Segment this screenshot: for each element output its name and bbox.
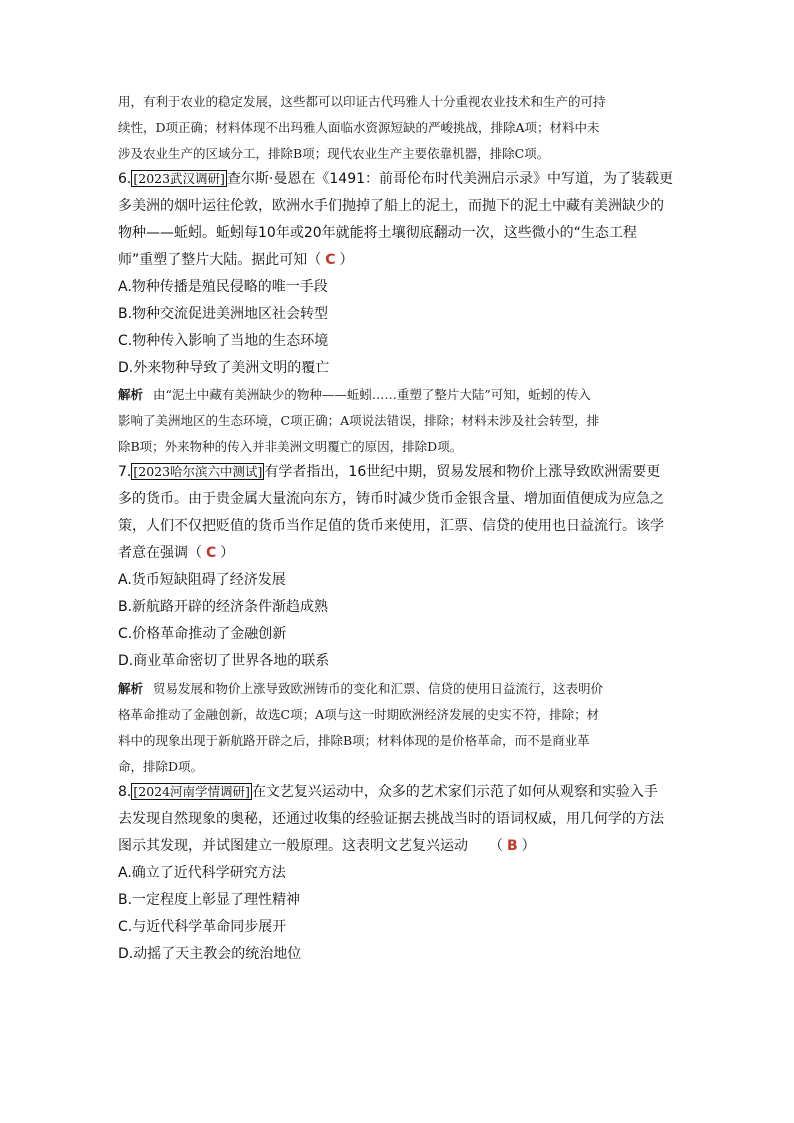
q8-stem-text: 在文艺复兴运动中，众多的艺术家们示范了如何从观察和实验入手 — [251, 784, 658, 800]
q7-option-b: B.新航路开辟的经济条件渐趋成熟 — [118, 599, 329, 615]
q6-explanation-line-1 — [118, 385, 591, 405]
q7-explanation-line: 格革命推动了金融创新，故选C项；A项与这一时期欧洲经济发展的史实不符，排除；材 — [118, 707, 600, 722]
q7-explanation-label: 解析 — [118, 681, 144, 696]
q8-answer: B — [507, 838, 518, 854]
q7-explanation-line-1 — [118, 679, 603, 699]
q6-explanation-text: 由“泥土中藏有美洲缺少的物种——蚯蚓……重塑了整片大陆”可知，蚯蚓的传入 — [153, 387, 591, 402]
q6-option-c: C.物种传入影响了当地的生态环境 — [118, 333, 329, 349]
q6-option-b: B.物种交流促进美洲地区社会转型 — [118, 306, 329, 322]
prev-explanation-line: 续性，D项正确；材料体现不出玛雅人面临水资源短缺的严峻挑战，排除A项；材料中未 — [118, 120, 600, 135]
q6-stem-text: 师”重塑了整片大陆。据此可知（ — [118, 252, 322, 268]
q6-option-a: A.物种传播是殖民侵略的唯一手段 — [118, 279, 328, 295]
q8-source: [2024河南学情调研] — [133, 784, 250, 799]
q8-option-c: C.与近代科学革命同步展开 — [118, 919, 287, 935]
q6-answer: C — [325, 252, 336, 268]
q8-stem-line: 去发现自然现象的奥秘，还通过收集的经验证据去挑战当时的语词权威，用几何学的方法 — [118, 811, 664, 827]
q7-explanation-line: 料中的现象出现于新航路开辟之后，排除B项；材料体现的是价格革命，而不是商业革 — [118, 733, 590, 748]
q7-stem-line-4 — [118, 543, 234, 563]
q6-explanation-label: 解析 — [118, 387, 144, 402]
q7-close-paren: ） — [220, 545, 235, 561]
q7-source: [2023哈尔滨六中测试] — [133, 464, 263, 479]
q8-stem-text: 图示其发现，并试图建立一般原理。这表明文艺复兴运动 （ — [118, 838, 503, 854]
q8-option-d: D.动摇了天主教会的统治地位 — [118, 946, 302, 962]
q7-explanation-line: 命，排除D项。 — [118, 759, 204, 774]
q7-stem-line: 多的货币。由于贵金属大量流向东方，铸币时减少货币金银含量、增加面值便成为应急之 — [118, 491, 664, 507]
prev-explanation-line: 用，有利于农业的稳定发展，这些都可以印证古代玛雅人十分重视农业技术和生产的可持 — [118, 94, 606, 109]
q6-explanation-line: 影响了美洲地区的生态环境，C项正确；A项说法错误，排除；材料未涉及社会转型，排 — [118, 413, 600, 428]
q6-explanation-line: 除B项；外来物种的传入并非美洲文明覆亡的原因，排除D项。 — [118, 439, 463, 454]
q8-close-paren: ） — [521, 838, 536, 854]
q6-number: 6. — [118, 171, 132, 187]
q6-stem-text: 查尔斯·曼恩在《1491：前哥伦布时代美洲启示录》中写道，为了装载更 — [226, 171, 674, 187]
q6-option-d: D.外来物种导致了美洲文明的覆亡 — [118, 360, 330, 376]
q6-close-paren: ） — [339, 252, 354, 268]
q7-stem-line: 策，人们不仅把贬值的货币当作足值的货币来使用，汇票、信贷的使用也日益流行。该学 — [118, 518, 664, 534]
q8-number: 8. — [118, 784, 132, 800]
q7-option-c: C.价格革命推动了金融创新 — [118, 626, 287, 642]
q8-option-b: B.一定程度上彰显了理性精神 — [118, 892, 301, 908]
q7-option-d: D.商业革命密切了世界各地的联系 — [118, 653, 330, 669]
q6-stem-line-4 — [118, 250, 354, 270]
q7-number: 7. — [118, 464, 132, 480]
q6-stem-line: 多美洲的烟叶运往伦敦，欧洲水手们抛掉了船上的泥土，而抛下的泥土中藏有美洲缺少的 — [118, 198, 664, 214]
q7-option-a: A.货币短缺阻碍了经济发展 — [118, 572, 286, 588]
q8-stem-line-1 — [118, 782, 658, 802]
q6-source: [2023武汉调研] — [133, 171, 225, 186]
q8-stem-line-3 — [118, 836, 536, 856]
q6-stem-line-1 — [118, 169, 673, 189]
prev-explanation-line: 涉及农业生产的区域分工，排除B项；现代农业生产主要依靠机器，排除C项。 — [118, 146, 550, 161]
q7-stem-line-1 — [118, 462, 660, 482]
q8-option-a: A.确立了近代科学研究方法 — [118, 865, 286, 881]
q6-stem-line: 物种——蚯蚓。蚯蚓每10年或20年就能将土壤彻底翻动一次，这些微小的“生态工程 — [118, 225, 637, 241]
q7-stem-text: 有学者指出，16世纪中期，贸易发展和物价上涨导致欧洲需要更 — [264, 464, 661, 480]
q7-explanation-text: 贸易发展和物价上涨导致欧洲铸币的变化和汇票、信贷的使用日益流行，这表明价 — [153, 681, 604, 696]
q7-answer: C — [206, 545, 217, 561]
q7-stem-text: 者意在强调（ — [118, 545, 202, 561]
